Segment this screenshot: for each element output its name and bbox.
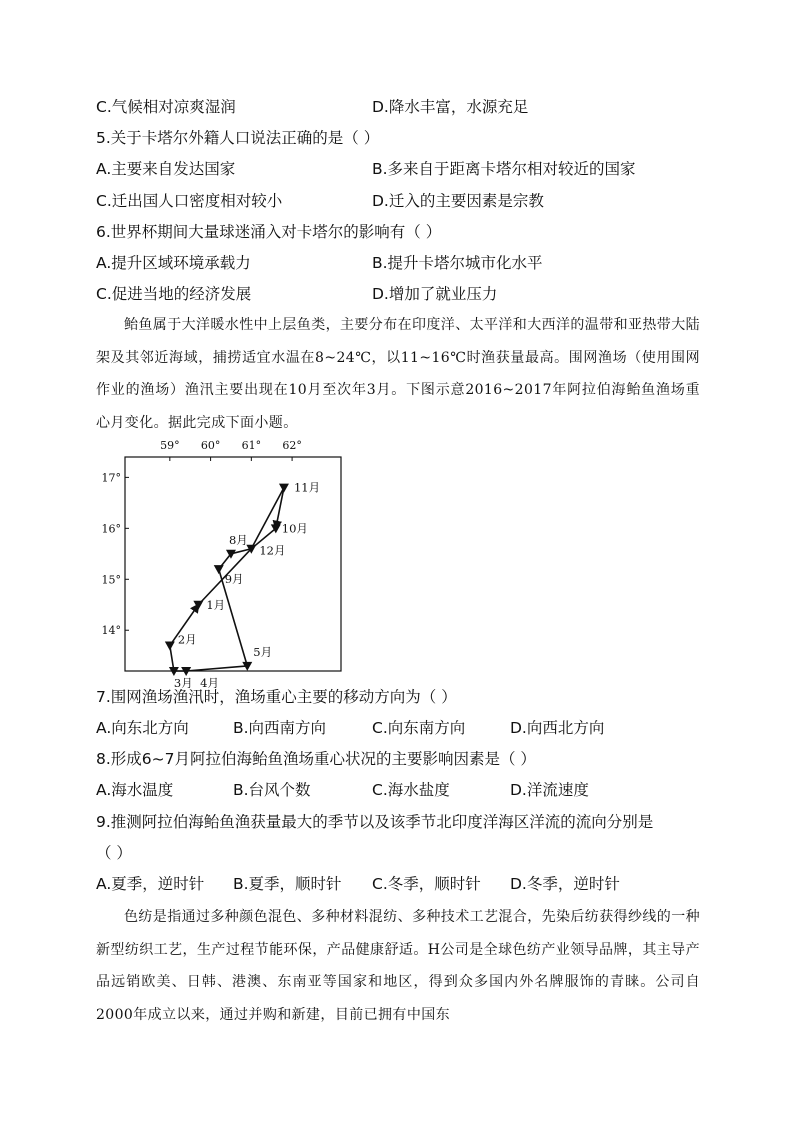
q9-option-b: B.夏季，顺时针	[233, 875, 342, 893]
q6-option-c: C.促进当地的经济发展	[96, 285, 252, 303]
month-label: 1月	[206, 597, 226, 612]
x-tick-label: 59°	[160, 439, 180, 452]
month-label: 9月	[224, 572, 244, 587]
q7-stem: 7.围网渔场渔汛时，渔场重心主要的移动方向为（ ）	[96, 688, 457, 706]
month-label: 3月	[173, 676, 193, 690]
x-tick-label: 60°	[200, 439, 221, 452]
fishing-ground-chart	[100, 436, 360, 690]
q8-stem: 8.形成6~7月阿拉伯海鲐鱼渔场重心状况的主要影响因素是（ ）	[96, 750, 536, 768]
month-label: 12月	[259, 543, 286, 558]
q8-option-d: D.洋流速度	[510, 781, 589, 799]
y-tick-label: 16°	[101, 522, 121, 536]
month-label: 10月	[281, 521, 308, 536]
q4-option-d: D.降水丰富，水源充足	[372, 98, 529, 116]
passage-mackerel	[96, 309, 700, 439]
q6-option-b: B.提升卡塔尔城市化水平	[372, 254, 543, 272]
q8-option-b: B.台风个数	[233, 781, 311, 799]
q5-option-c: C.迁出国人口密度相对较小	[96, 192, 283, 210]
month-label: 8月	[228, 532, 248, 547]
q9-option-a: A.夏季，逆时针	[96, 875, 205, 893]
q7-option-c: C.向东南方向	[372, 719, 466, 737]
data-point-marker	[279, 484, 289, 493]
q7-option-b: B.向西南方向	[233, 719, 327, 737]
q9-option-d: D.冬季，逆时针	[510, 875, 620, 893]
month-label: 2月	[177, 632, 197, 647]
path-segment	[186, 666, 247, 671]
q9-stem: 9.推测阿拉伯海鲐鱼渔获量最大的季节以及该季节北印度洋海区洋流的流向分别是	[96, 813, 654, 831]
month-label: 11月	[293, 480, 321, 495]
q8-option-c: C.海水盐度	[372, 781, 450, 799]
y-tick-label: 15°	[101, 573, 121, 587]
q5-option-a: A.主要来自发达国家	[96, 160, 236, 178]
month-label: 4月	[200, 676, 219, 690]
data-point-marker	[165, 642, 175, 651]
q5-option-d: D.迁入的主要因素是宗教	[372, 192, 544, 210]
q9-option-c: C.冬季，顺时针	[372, 875, 481, 893]
q6-option-a: A.提升区域环境承载力	[96, 254, 251, 272]
x-tick-label: 62°	[282, 439, 302, 452]
q7-option-a: A.向东北方向	[96, 719, 189, 737]
y-tick-label: 17°	[101, 471, 121, 485]
passage-mackerel-text: 鲐鱼属于大洋暖水性中上层鱼类，主要分布在印度洋、太平洋和大西洋的温带和亚热带大陆架及其邻近海域，捕捞适宜水温在8~24℃，以11~16℃时渔获量最高。围网渔场（使用围网作业的渔场）渔汛主要出现在10月至次年3月。下图示意2016~2017年阿拉伯海鲐鱼渔场重心月变化。据此完成下面小题。	[96, 317, 700, 431]
month-label: 5月	[253, 644, 273, 659]
q4-option-c: C.气候相对凉爽湿润	[96, 98, 236, 116]
x-tick-label: 61°	[241, 439, 262, 452]
passage-textile	[96, 901, 700, 1031]
q5-stem: 5.关于卡塔尔外籍人口说法正确的是（ ）	[96, 129, 380, 147]
q6-stem: 6.世界杯期间大量球迷涌入对卡塔尔的影响有（ ）	[96, 223, 442, 241]
data-point-marker	[214, 565, 224, 574]
y-tick-label: 14°	[101, 624, 121, 638]
q6-option-d: D.增加了就业压力	[372, 285, 498, 303]
passage-textile-text: 色纺是指通过多种颜色混色、多种材料混纺、多种技术工艺混合，先染后纺获得纱线的一种新型纺织工艺，生产过程节能环保，产品健康舒适。H公司是全球色纺产业领导品牌，其主导产品远销欧美、日韩、港澳、东南亚等国家和地区，得到众多国内外名牌服饰的青睐。公司自2000年成立以来，通过并购和新建，目前已拥有中国东	[96, 909, 700, 1023]
q9-stem-bracket: （ ）	[96, 844, 132, 862]
path-segment	[251, 488, 284, 549]
q5-option-b: B.多来自于距离卡塔尔相对较近的国家	[372, 160, 636, 178]
q7-option-d: D.向西北方向	[510, 719, 605, 737]
q8-option-a: A.海水温度	[96, 781, 174, 799]
